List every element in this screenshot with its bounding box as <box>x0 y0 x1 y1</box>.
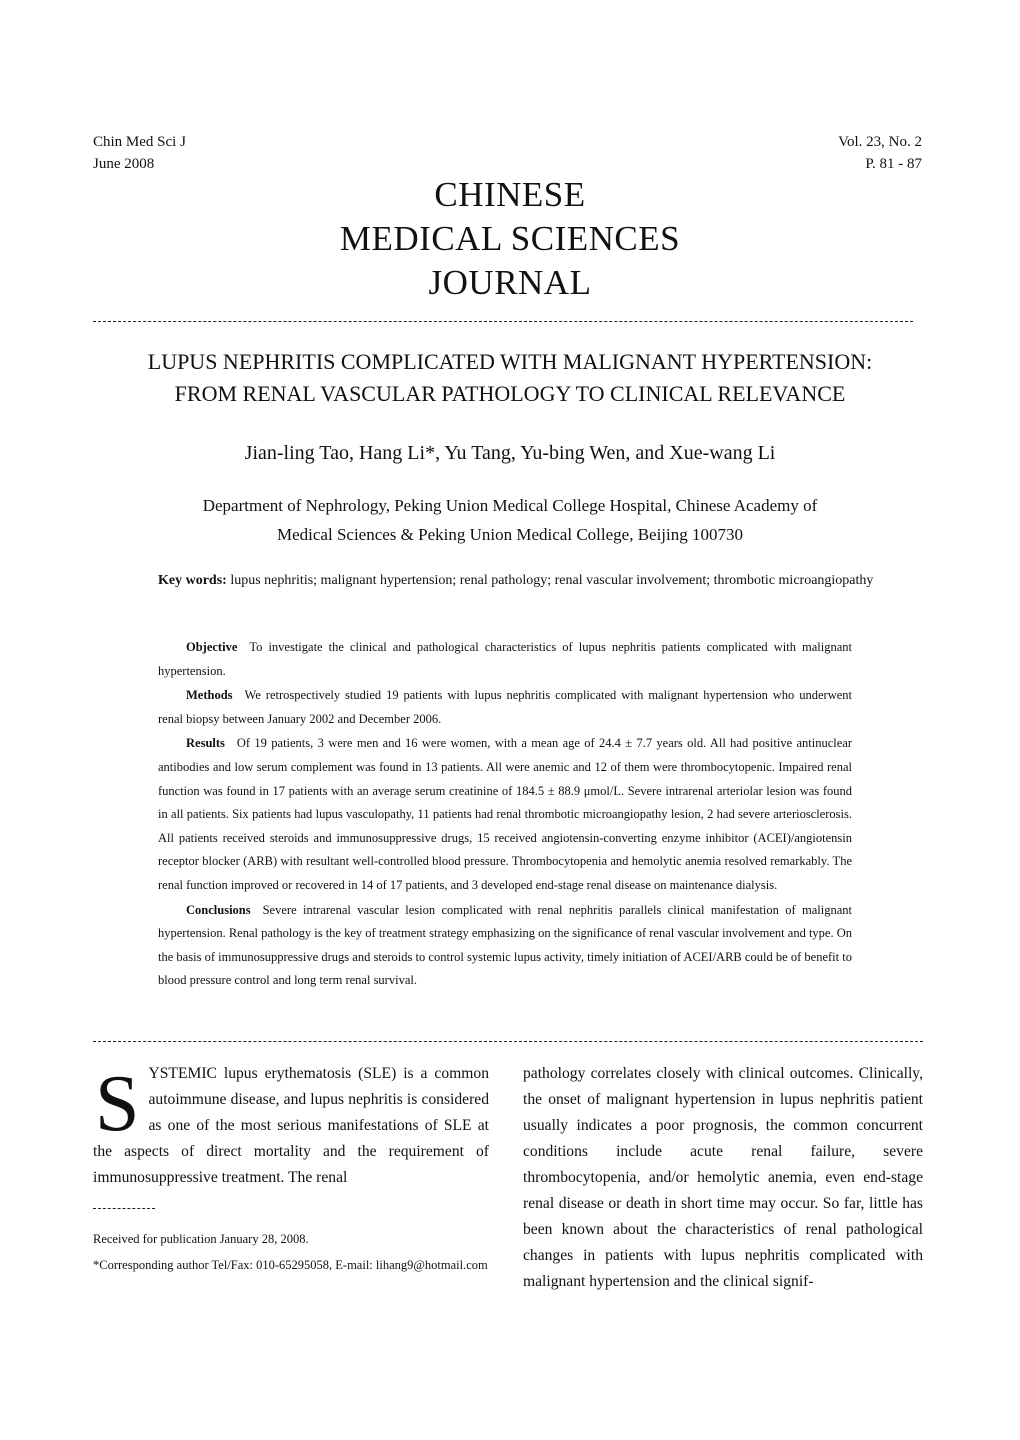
article-title-line: LUPUS NEPHRITIS COMPLICATED WITH MALIGNANT HYPERTENSION: <box>147 349 873 374</box>
page-header-left <box>93 131 186 175</box>
footnotes <box>93 1226 493 1278</box>
journal-name-line: JOURNAL <box>428 263 592 302</box>
volume-issue: Vol. 23, No. 2 <box>838 134 922 150</box>
header-divider <box>93 321 913 322</box>
drop-cap: S <box>95 1060 140 1148</box>
abstract-objective-label: Objective <box>186 640 238 654</box>
page-header-right <box>838 131 922 175</box>
abstract-results <box>158 732 852 897</box>
abstract-results-label: Results <box>186 736 225 751</box>
abstract-objective <box>158 636 852 683</box>
journal-name-line: CHINESE <box>434 175 586 214</box>
keywords <box>158 568 950 593</box>
affiliation <box>140 491 880 549</box>
footnote-divider <box>93 1208 155 1209</box>
issue-date: June 2008 <box>93 156 155 172</box>
abstract-results-text: Of 19 patients, 3 were men and 16 were women, with a mean age of 24.4 ± 7.7 years old. All had positive antinuclear antibodies and low serum complement was found in 13 patients. All were anemic and 12 of them were thrombocytopenic. Impaired renal function was found in 17 patients with an average serum creatinine of 184.5 ± 88.9 μmol/L. Severe intrarenal arteriolar lesion was found in all patients. Six patients had lupus vasculopathy, 11 patients had renal thrombotic microangiopathy lesion, 2 had severe arteriosclerosis. All patients received steroids and immunosuppressive drugs, 15 received angiotensin-converting enzyme inhibitor (ACEI)/angiotensin receptor blocker (ARB) with resultant well-controlled blood pressure. Thrombocytopenia and hemolytic anemia resolved remarkably. The renal function improved or recovered in 14 of 17 patients, and 3 developed end-stage renal disease on maintenance dialysis. <box>158 736 852 892</box>
footnote-received: Received for publication January 28, 2008. <box>93 1232 309 1246</box>
journal-name-line: MEDICAL SCIENCES <box>339 219 681 258</box>
abstract-methods-text: We retrospectively studied 19 patients with lupus nephritis complicated with malignant hypertension who underwent renal biopsy between January 2002 and December 2006. <box>158 688 852 726</box>
body-column-right <box>523 1061 923 1295</box>
article-title <box>60 346 960 410</box>
abstract-objective-text: To investigate the clinical and pathological characteristics of lupus nephritis patients complicated with malignant hypertension. <box>158 640 852 678</box>
abstract <box>158 636 852 994</box>
abstract-conclusions-text: Severe intrarenal vascular lesion complicated with renal nephritis parallels clinical manifestation of malignant hypertension. Renal pathology is the key of treatment strategy emphasizing on the significance of renal vascular involvement and type. On the basis of immunosuppressive drugs and steroids to control systemic lupus activity, timely initiation of ACEI/ARB could be of benefit to blood pressure control and long term renal survival. <box>158 902 852 988</box>
body-text-right: pathology correlates closely with clinical outcomes. Clinically, the onset of malignant hypertension in lupus nephritis patient usually indicates a poor prognosis, the common concurrent conditions include acute renal failure, severe thrombocytopenia, and/or hemolytic anemia, even end-stage renal disease or death in short time may occur. So far, little has been known about the characteristics of renal pathological changes in patients with lupus nephritis complicated with malignant hypertension and the clinical signif- <box>523 1065 923 1290</box>
abstract-conclusions <box>158 899 852 993</box>
abstract-conclusions-label: Conclusions <box>186 902 251 917</box>
abstract-methods <box>158 684 852 731</box>
keywords-text: lupus nephritis; malignant hypertension; renal pathology; renal vascular involvement; thrombotic microangiopathy <box>230 573 874 588</box>
body-text-left: YSTEMIC lupus erythematosis (SLE) is a common autoimmune disease, and lupus nephritis is considered as one of the most serious manifestations of SLE at the aspects of direct mortality and the requirement of immunosuppressive treatment. The renal <box>93 1065 489 1186</box>
journal-abbrev: Chin Med Sci J <box>93 134 186 150</box>
author-list: Jian-ling Tao, Hang Li*, Yu Tang, Yu-bing Wen, and Xue-wang Li <box>244 442 776 464</box>
abstract-divider <box>93 1041 923 1042</box>
article-title-line: FROM RENAL VASCULAR PATHOLOGY TO CLINICAL RELEVANCE <box>174 381 846 406</box>
affiliation-line: Medical Sciences & Peking Union Medical College, Beijing 100730 <box>277 525 743 544</box>
body-column-left <box>93 1061 489 1191</box>
keywords-label: Key words: <box>158 573 227 588</box>
abstract-methods-label: Methods <box>186 688 233 703</box>
affiliation-line: Department of Nephrology, Peking Union Medical College Hospital, Chinese Academy of <box>202 496 818 515</box>
footnote-corresponding: *Corresponding author Tel/Fax: 010-65295058, E-mail: lihang9@hotmail.com <box>93 1258 488 1272</box>
page-range: P. 81 - 87 <box>865 156 922 172</box>
journal-name <box>0 173 1020 305</box>
